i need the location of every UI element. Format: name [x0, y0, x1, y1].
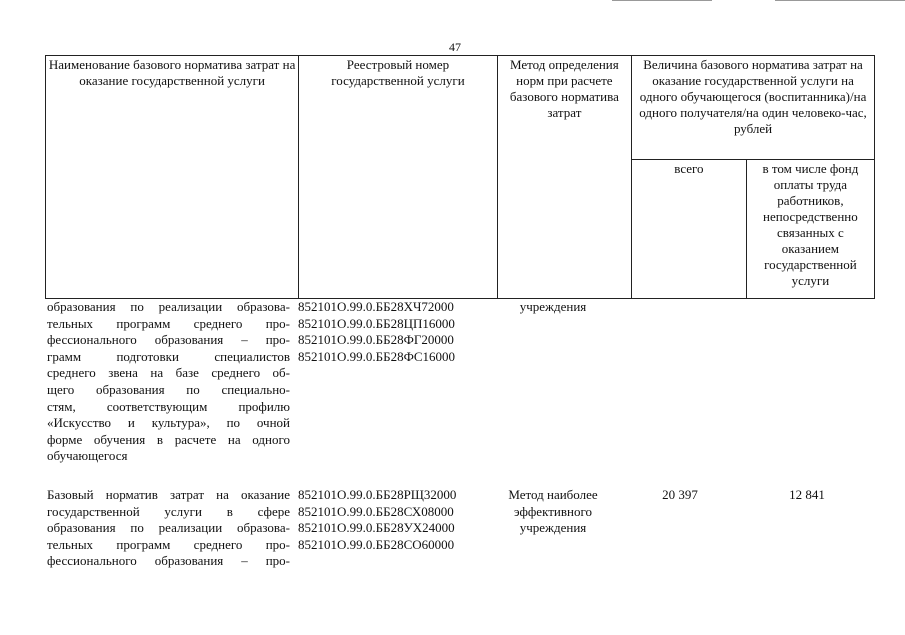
method-cell: Метод наиболее эффективного учреждения — [508, 487, 598, 536]
service-name-line: тельных программ среднего про- — [47, 536, 290, 552]
fund-value-cell: 12 841 — [789, 487, 825, 502]
method-cell: учреждения — [519, 299, 587, 314]
service-name-line: форме обучения в расчете на одного — [47, 431, 290, 447]
service-name-line: обучающегося — [47, 448, 128, 464]
header-value-column: Величина базового норматива затрат на оказание государственной услуги на одного обучающегося (воспитанника)/на одного получателя/на один человеко-час, рублей — [632, 56, 875, 160]
registry-code: 852101О.99.0.ББ28ХЧ72000 — [298, 299, 454, 314]
page-number: 47 — [449, 40, 461, 54]
registry-code: 852101О.99.0.ББ28ФС16000 — [298, 348, 456, 364]
service-name-line: грамм подготовки специалистов — [47, 348, 290, 364]
header-fund-column: в том числе фонд оплаты труда работников, непосредственно связанных с оказанием государственной услуги — [746, 160, 874, 299]
service-name-line: щего образования по специально- — [47, 381, 290, 397]
registry-code: 852101О.99.0.ББ28СО60000 — [298, 536, 455, 552]
registry-code: 852101О.99.0.ББ28УХ24000 — [298, 520, 455, 536]
service-name-line: образования по реализации образова- — [47, 520, 290, 536]
header-name-column: Наименование базового норматива затрат на оказание государственной услуги — [46, 56, 299, 299]
header-method-column: Метод определения норм при расчете базового норматива затрат — [497, 56, 631, 299]
service-name-line: среднего звена на базе среднего об- — [47, 365, 290, 381]
registry-codes-cell — [298, 487, 488, 553]
registry-code: 852101О.99.0.ББ28СХ08000 — [298, 503, 454, 519]
service-name-line: фессионального образования – про- — [47, 553, 290, 569]
service-name-line: тельных программ среднего про- — [47, 315, 290, 331]
service-name-cell — [47, 299, 290, 465]
service-name-line: государственной услуги в сфере — [47, 503, 290, 519]
service-name-line: образования по реализации образова- — [47, 299, 290, 314]
scan-mark-line — [775, 0, 905, 1]
service-name-line: Базовый норматив затрат на оказание — [47, 487, 290, 502]
service-name-line: фессионального образования – про- — [47, 332, 290, 348]
registry-codes-cell — [298, 299, 488, 365]
registry-code: 852101О.99.0.ББ28РЩ32000 — [298, 487, 457, 502]
service-name-line: стям, соответствующим профилю — [47, 398, 290, 414]
registry-code: 852101О.99.0.ББ28ФГ20000 — [298, 332, 454, 348]
table-header — [45, 55, 875, 299]
service-name-cell — [47, 487, 290, 570]
total-value-cell: 20 397 — [662, 487, 698, 502]
header-registry-column: Реестровый номер государственной услуги — [299, 56, 497, 299]
header-total-column: всего — [632, 160, 747, 299]
registry-code: 852101О.99.0.ББ28ЦП16000 — [298, 315, 455, 331]
scan-mark-line — [612, 0, 712, 1]
service-name-line: «Искусство и культура», по очной — [47, 415, 290, 431]
